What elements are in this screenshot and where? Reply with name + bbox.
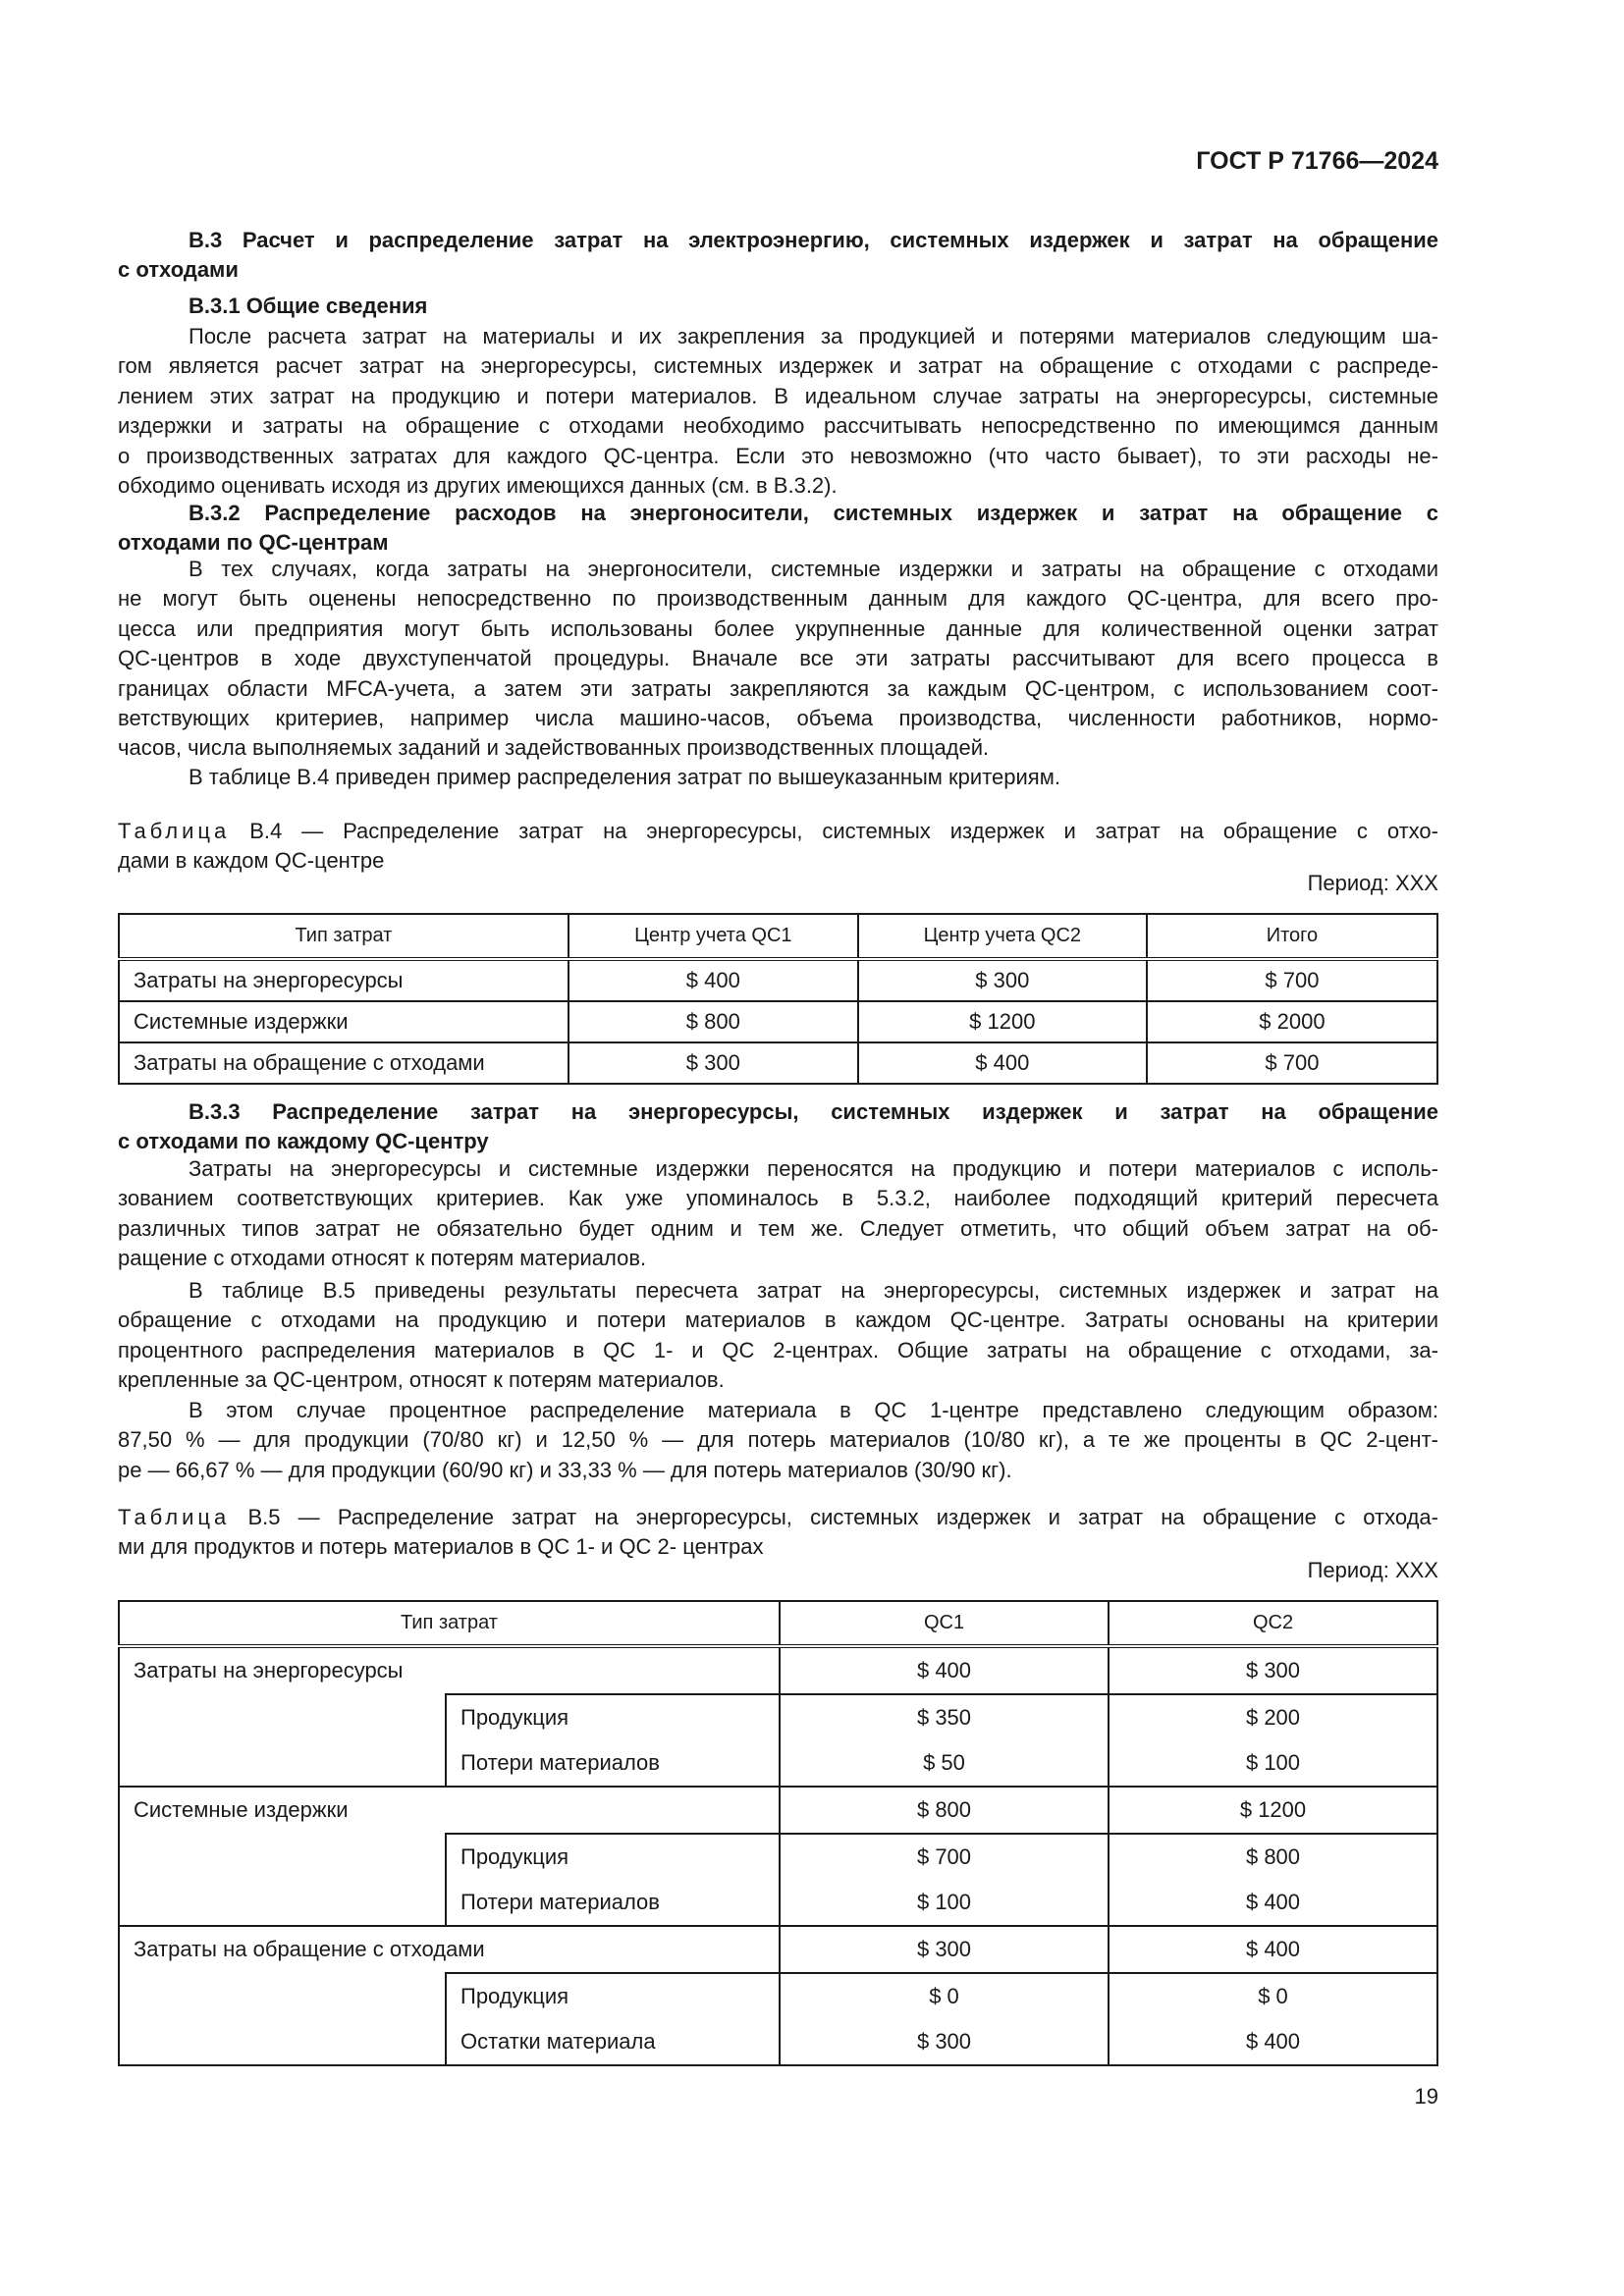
value-cell: $ 50 bbox=[780, 1740, 1109, 1787]
text-line: ветствующих критериев, например числа машино-часов, объема производства, численности работников, нормо- bbox=[118, 706, 1438, 731]
caption-cap4 bbox=[118, 817, 1438, 877]
document-code: ГОСТ Р 71766—2024 bbox=[1196, 147, 1438, 175]
text-line: зованием соответствующих критериев. Как уже упоминалось в 5.3.2, наиболее подходящий критерий пересчета bbox=[118, 1186, 1438, 1211]
value-cell: $ 700 bbox=[1147, 1042, 1437, 1084]
caption-label: Таблица bbox=[118, 1505, 231, 1529]
cost-type-cell: Затраты на энергоресурсы bbox=[119, 959, 568, 1001]
value-cell: $ 400 bbox=[1109, 1880, 1437, 1926]
text-line: границах области MFCA-учета, а затем эти затраты закрепляются за каждым QC-центром, с использованием соот- bbox=[118, 675, 1438, 701]
sub-type-cell: Потери материалов bbox=[446, 1880, 780, 1926]
value-cell: $ 400 bbox=[1109, 2019, 1437, 2065]
value-cell: $ 100 bbox=[1109, 1740, 1437, 1787]
value-cell: $ 2000 bbox=[1147, 1001, 1437, 1042]
text-line: издержки и затраты на обращение с отходами необходимо рассчитывать непосредственно по имеющимся данным bbox=[118, 413, 1438, 439]
sub-row bbox=[119, 1834, 1437, 1880]
text-line: не могут быть оценены непосредственно по производственным данным для каждого QC-центра, для всего про- bbox=[118, 586, 1438, 612]
text-line: обходимо оценивать исходя из других имеющихся данных (см. в В.3.2). bbox=[118, 473, 838, 499]
para-p3 bbox=[118, 763, 1438, 792]
value-cell: $ 300 bbox=[858, 959, 1147, 1001]
caption-text: В.4 — Распределение затрат на энергоресурсы, системных издержек и затрат на обращение с отхо- bbox=[230, 819, 1438, 843]
cost-type-cell: Системные издержки bbox=[119, 1787, 780, 1834]
cost-type-cell: Системные издержки bbox=[119, 1001, 568, 1042]
value-cell: $ 400 bbox=[1109, 1926, 1437, 1973]
column-header: Итого bbox=[1147, 914, 1437, 959]
text-line: Затраты на энергоресурсы и системные издержки переносятся на продукцию и потери материалов с исполь- bbox=[189, 1156, 1438, 1181]
text-line: В таблице В.5 приведены результаты пересчета затрат на энергоресурсы, системных издержек и затрат на bbox=[189, 1278, 1438, 1303]
value-cell: $ 1200 bbox=[1109, 1787, 1437, 1834]
value-cell: $ 300 bbox=[568, 1042, 858, 1084]
heading-h-b31 bbox=[118, 292, 1438, 321]
value-cell: $ 0 bbox=[780, 1973, 1109, 2019]
sub-type-cell: Продукция bbox=[446, 1834, 780, 1880]
para-p4 bbox=[118, 1154, 1438, 1274]
group-row bbox=[119, 1787, 1437, 1834]
value-cell: $ 300 bbox=[780, 2019, 1109, 2065]
column-header: Тип затрат bbox=[119, 1601, 780, 1646]
column-header: QC2 bbox=[1109, 1601, 1437, 1646]
value-cell: $ 100 bbox=[780, 1880, 1109, 1926]
value-cell: $ 800 bbox=[568, 1001, 858, 1042]
cost-type-cell: Затраты на энергоресурсы bbox=[119, 1646, 780, 1694]
sub-row bbox=[119, 1694, 1437, 1740]
caption-cap5 bbox=[118, 1503, 1438, 1563]
cost-type-cell: Затраты на обращение с отходами bbox=[119, 1042, 568, 1084]
text-line: процентного распределения материалов в QC 1- и QC 2-центрах. Общие затраты на обращение с отходами, за- bbox=[118, 1337, 1438, 1362]
para-p6 bbox=[118, 1396, 1438, 1485]
text-line: QC-центров в ходе двухступенчатой процедуры. Вначале все эти затраты рассчитывают для всего процесса в bbox=[118, 646, 1438, 671]
text-line: лением этих затрат на продукцию и потери материалов. В идеальном случае затраты на энергоресурсы, системные bbox=[118, 383, 1438, 408]
value-cell: $ 1200 bbox=[858, 1001, 1147, 1042]
table-b4 bbox=[118, 913, 1438, 1085]
value-cell: $ 300 bbox=[1109, 1646, 1437, 1694]
value-cell: $ 400 bbox=[568, 959, 858, 1001]
text-line: В тех случаях, когда затраты на энергоносители, системные издержки и затраты на обращение с отходами bbox=[189, 557, 1438, 581]
value-cell: $ 0 bbox=[1109, 1973, 1437, 2019]
text-line: ращение с отходами относят к потерям материалов. bbox=[118, 1246, 647, 1271]
text-line: различных типов затрат не обязательно будет одним и тем же. Следует отметить, что общий объем затрат на об- bbox=[118, 1215, 1438, 1241]
empty-cell bbox=[119, 1694, 446, 1787]
value-cell: $ 700 bbox=[1147, 959, 1437, 1001]
column-header: Центр учета QC1 bbox=[568, 914, 858, 959]
para-p1 bbox=[118, 322, 1438, 501]
group-row bbox=[119, 1926, 1437, 1973]
value-cell: $ 300 bbox=[780, 1926, 1109, 1973]
text-line: с отходами bbox=[118, 257, 239, 283]
table-b5 bbox=[118, 1600, 1438, 2066]
heading-h-b3 bbox=[118, 226, 1438, 286]
text-line: В.3.2 Распределение расходов на энергоносители, системных издержек и затрат на обращение с bbox=[189, 501, 1438, 525]
group-row bbox=[119, 1646, 1437, 1694]
para-p2 bbox=[118, 555, 1438, 764]
value-cell: $ 400 bbox=[858, 1042, 1147, 1084]
text-line: ре — 66,67 % — для продукции (60/90 кг) и 33,33 % — для потерь материалов (30/90 кг). bbox=[118, 1457, 1012, 1482]
table-header-row bbox=[119, 914, 1437, 959]
text-line: В этом случае процентное распределение материала в QC 1-центре представлено следующим образом: bbox=[189, 1398, 1438, 1422]
sub-type-cell: Потери материалов bbox=[446, 1740, 780, 1787]
text-line: с отходами по каждому QC-центру bbox=[118, 1129, 489, 1154]
text-line: ми для продуктов и потерь материалов в QC 1- и QC 2- центрах bbox=[118, 1534, 764, 1560]
value-cell: $ 700 bbox=[780, 1834, 1109, 1880]
sub-type-cell: Продукция bbox=[446, 1694, 780, 1740]
empty-cell bbox=[119, 1973, 446, 2065]
value-cell: $ 350 bbox=[780, 1694, 1109, 1740]
text-line: В.3 Расчет и распределение затрат на электроэнергию, системных издержек и затрат на обращение bbox=[189, 228, 1438, 252]
table-row bbox=[119, 959, 1437, 1001]
value-cell: $ 800 bbox=[1109, 1834, 1437, 1880]
text-line: В.3.3 Распределение затрат на энергоресурсы, системных издержек и затрат на обращение bbox=[189, 1099, 1438, 1124]
caption-text: В.5 — Распределение затрат на энергоресурсы, системных издержек и затрат на обращение с отхода- bbox=[230, 1505, 1438, 1529]
table-row bbox=[119, 1001, 1437, 1042]
heading-h-b32 bbox=[118, 499, 1438, 559]
value-cell: $ 200 bbox=[1109, 1694, 1437, 1740]
cost-type-cell: Затраты на обращение с отходами bbox=[119, 1926, 780, 1973]
heading-h-b33 bbox=[118, 1097, 1438, 1157]
caption-label: Таблица bbox=[118, 819, 231, 843]
sub-type-cell: Продукция bbox=[446, 1973, 780, 2019]
text-line: В.3.1 Общие сведения bbox=[189, 294, 428, 318]
text-line: дами в каждом QC-центре bbox=[118, 848, 385, 874]
para-p5 bbox=[118, 1276, 1438, 1396]
page-number: 19 bbox=[1414, 2084, 1438, 2109]
text-line: цесса или предприятия могут быть использованы более укрупненные данные для количественной оценки затрат bbox=[118, 615, 1438, 641]
table-b5-period: Период: XXX bbox=[1307, 1558, 1438, 1582]
value-cell: $ 400 bbox=[780, 1646, 1109, 1694]
text-line: о производственных затратах для каждого QC-центра. Если это невозможно (что часто бывает), то эти расходы не- bbox=[118, 443, 1438, 468]
text-line bbox=[118, 1503, 1438, 1532]
text-line: 87,50 % — для продукции (70/80 кг) и 12,50 % — для потерь материалов (10/80 кг), а те же проценты в QC 2-цент- bbox=[118, 1427, 1438, 1453]
column-header: Тип затрат bbox=[119, 914, 568, 959]
sub-type-cell: Остатки материала bbox=[446, 2019, 780, 2065]
table-header-row bbox=[119, 1601, 1437, 1646]
text-line: часов, числа выполняемых заданий и задействованных производственных площадей. bbox=[118, 735, 990, 761]
text-line: отходами по QC-центрам bbox=[118, 530, 389, 556]
text-line: В таблице В.4 приведен пример распределения затрат по вышеуказанным критериям. bbox=[189, 765, 1060, 789]
text-line: гом является расчет затрат на энергоресурсы, системных издержек и затрат на обращение с отходами с распреде- bbox=[118, 353, 1438, 379]
sub-row bbox=[119, 1973, 1437, 2019]
column-header: Центр учета QC2 bbox=[858, 914, 1147, 959]
table-row bbox=[119, 1042, 1437, 1084]
text-line: После расчета затрат на материалы и их закрепления за продукцией и потерями материалов следующим ша- bbox=[189, 324, 1438, 348]
column-header: QC1 bbox=[780, 1601, 1109, 1646]
table-b4-period: Период: XXX bbox=[1307, 871, 1438, 895]
empty-cell bbox=[119, 1834, 446, 1926]
text-line: крепленные за QC-центром, относят к потерям материалов. bbox=[118, 1367, 725, 1393]
text-line bbox=[118, 817, 1438, 846]
value-cell: $ 800 bbox=[780, 1787, 1109, 1834]
text-line: обращение с отходами на продукцию и потери материалов в каждом QC-центре. Затраты основаны на критерии bbox=[118, 1308, 1438, 1333]
